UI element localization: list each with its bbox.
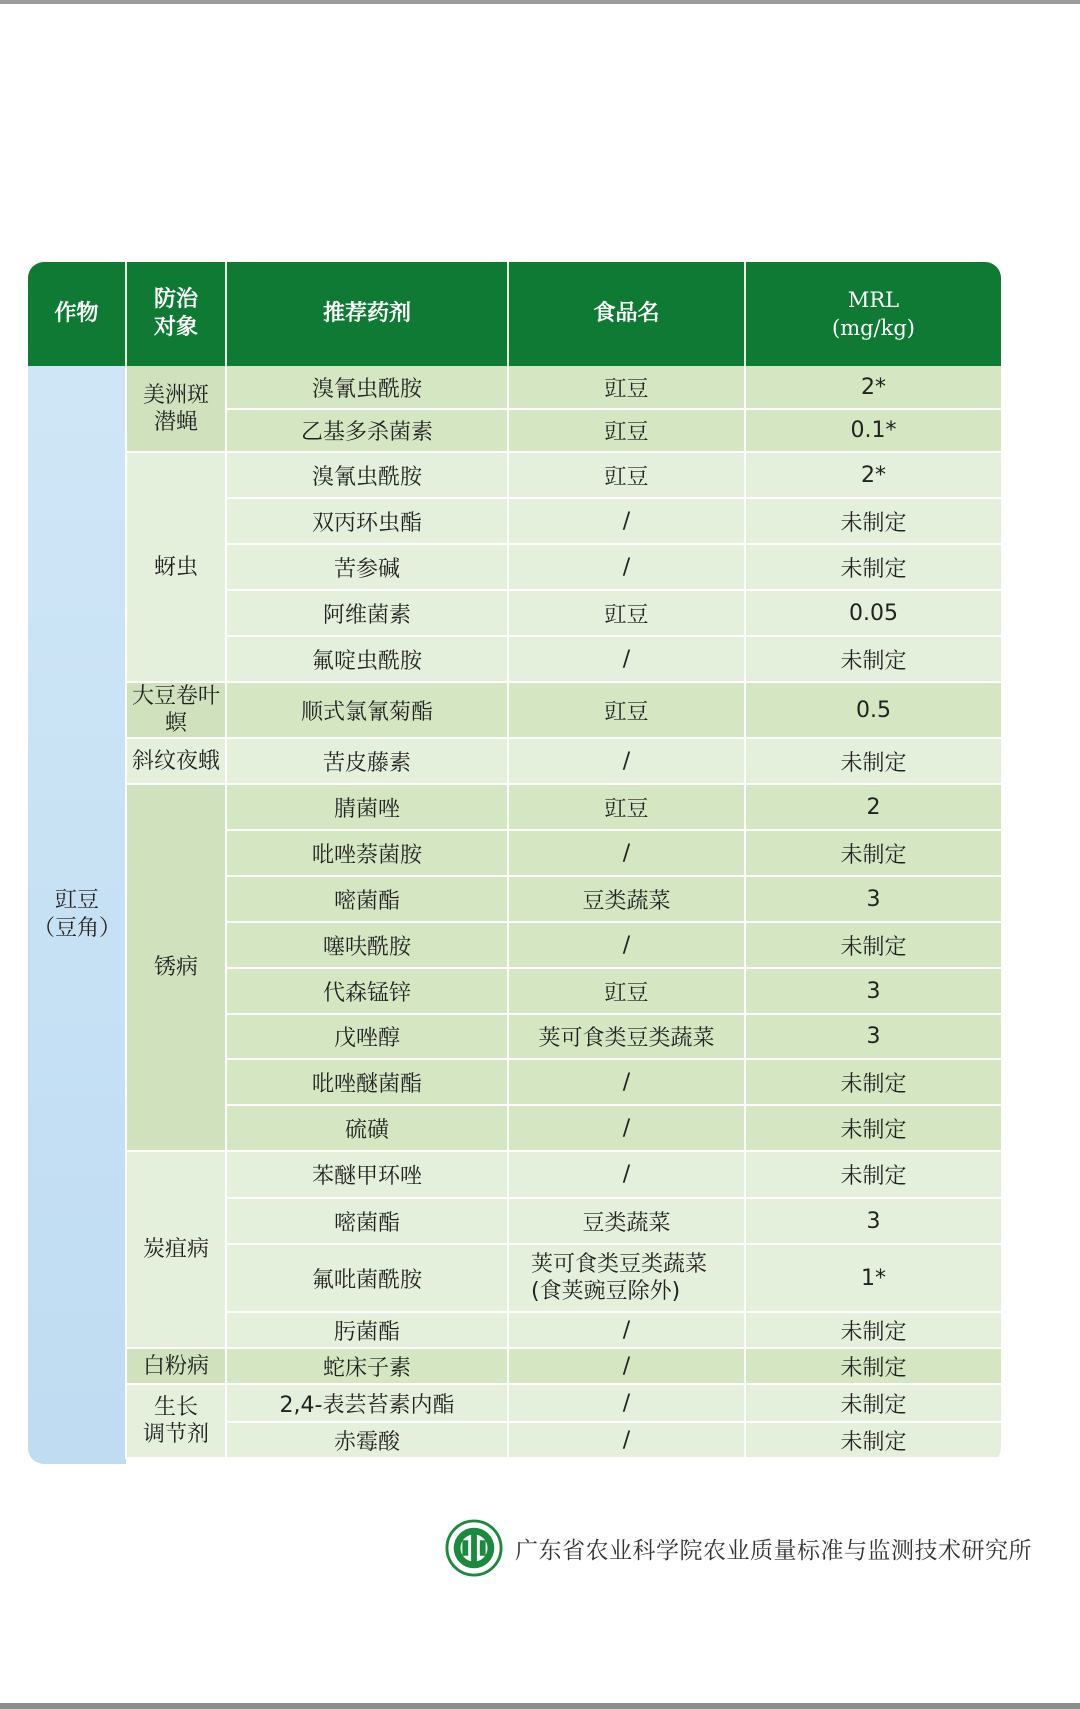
table-row [28, 682, 1001, 738]
mrl-cell: 3 [745, 876, 1001, 922]
food-cell: / [508, 1422, 745, 1458]
target-cell: 生长 调节剂 [126, 1384, 226, 1458]
table-row [28, 738, 1001, 784]
agent-cell: 2,4-表芸苔素内酯 [226, 1384, 508, 1422]
institute-name: 广东省农业科学院农业质量标准与监测技术研究所 [515, 1537, 1032, 1564]
agent-cell: 嘧菌酯 [226, 876, 508, 922]
mrl-cell: 未制定 [745, 544, 1001, 590]
mrl-cell: 未制定 [745, 1348, 1001, 1384]
table-row [28, 366, 1001, 409]
food-cell: / [508, 1348, 745, 1384]
food-cell: / [508, 544, 745, 590]
target-cell: 斜纹夜蛾 [126, 738, 226, 784]
header-mrl: MRL (mg/kg) [745, 262, 1001, 366]
mrl-cell: 未制定 [745, 1105, 1001, 1151]
mrl-cell: 未制定 [745, 1312, 1001, 1348]
food-cell: / [508, 1105, 745, 1151]
agent-cell: 苦参碱 [226, 544, 508, 590]
crop-name: 豇豆 （豆角） [32, 888, 121, 941]
agent-cell: 噻呋酰胺 [226, 922, 508, 968]
mrl-cell: 未制定 [745, 1384, 1001, 1422]
table-row [28, 452, 1001, 498]
target-cell: 蚜虫 [126, 452, 226, 682]
mrl-cell: 未制定 [745, 738, 1001, 784]
agent-cell: 赤霉酸 [226, 1422, 508, 1458]
pesticide-table-container [28, 262, 1001, 1464]
mrl-cell: 2 [745, 784, 1001, 830]
agent-cell: 双丙环虫酯 [226, 498, 508, 544]
agent-cell: 阿维菌素 [226, 590, 508, 636]
header-food: 食品名 [508, 262, 745, 366]
table-row [28, 1348, 1001, 1384]
header-target: 防治 对象 [126, 262, 226, 366]
mrl-cell: 未制定 [745, 922, 1001, 968]
agent-cell: 氟吡菌酰胺 [226, 1244, 508, 1312]
agent-cell: 顺式氯氰菊酯 [226, 682, 508, 738]
mrl-cell: 未制定 [745, 1422, 1001, 1458]
agent-cell: 戊唑醇 [226, 1014, 508, 1059]
food-cell: / [508, 1384, 745, 1422]
food-cell: 荚可食类豆类蔬菜 [508, 1014, 745, 1059]
target-cell: 大豆卷叶螟 [126, 682, 226, 738]
agent-cell: 蛇床子素 [226, 1348, 508, 1384]
mrl-cell: 2* [745, 452, 1001, 498]
target-cell: 白粉病 [126, 1348, 226, 1384]
mrl-cell: 0.5 [745, 682, 1001, 738]
agent-cell: 苯醚甲环唑 [226, 1151, 508, 1198]
table-header-row [28, 262, 1001, 366]
mrl-cell: 未制定 [745, 636, 1001, 682]
food-cell: / [508, 738, 745, 784]
agent-cell: 吡唑萘菌胺 [226, 830, 508, 876]
header-agent: 推荐药剂 [226, 262, 508, 366]
mrl-cell: 未制定 [745, 498, 1001, 544]
mrl-cell: 3 [745, 1198, 1001, 1244]
food-cell: 豇豆 [508, 682, 745, 738]
agent-cell: 腈菌唑 [226, 784, 508, 830]
agent-cell: 乙基多杀菌素 [226, 409, 508, 452]
agent-cell: 代森锰锌 [226, 968, 508, 1014]
agent-cell: 溴氰虫酰胺 [226, 452, 508, 498]
mrl-cell: 未制定 [745, 1059, 1001, 1105]
mrl-cell: 3 [745, 1014, 1001, 1059]
food-cell: / [508, 636, 745, 682]
food-cell: / [508, 1312, 745, 1348]
agent-cell: 硫磺 [226, 1105, 508, 1151]
agent-cell: 溴氰虫酰胺 [226, 366, 508, 409]
agent-cell: 肟菌酯 [226, 1312, 508, 1348]
footer [445, 1518, 1032, 1578]
food-cell: 豇豆 [508, 590, 745, 636]
food-cell: / [508, 1151, 745, 1198]
food-cell: / [508, 1059, 745, 1105]
table-row [28, 1384, 1001, 1422]
food-cell: 豇豆 [508, 784, 745, 830]
mrl-cell: 2* [745, 366, 1001, 409]
agent-cell: 嘧菌酯 [226, 1198, 508, 1244]
table-row [28, 784, 1001, 830]
mrl-cell: 3 [745, 968, 1001, 1014]
pesticide-table [28, 262, 1001, 1459]
food-cell: 豇豆 [508, 409, 745, 452]
target-cell: 锈病 [126, 784, 226, 1151]
food-cell: 豇豆 [508, 968, 745, 1014]
target-cell: 美洲斑 潜蝇 [126, 366, 226, 452]
agent-cell: 氟啶虫酰胺 [226, 636, 508, 682]
food-cell: 荚可食类豆类蔬菜(食荚豌豆除外) [508, 1244, 745, 1312]
food-cell: / [508, 830, 745, 876]
crop-cell [28, 366, 126, 1458]
header-crop: 作物 [28, 262, 126, 366]
table-row [28, 1151, 1001, 1198]
mrl-cell: 未制定 [745, 830, 1001, 876]
institute-seal-logo-icon [445, 1519, 503, 1577]
mrl-cell: 0.1* [745, 409, 1001, 452]
mrl-cell: 未制定 [745, 1151, 1001, 1198]
top-border-line [0, 0, 1080, 4]
mrl-cell: 1* [745, 1244, 1001, 1312]
food-cell: / [508, 922, 745, 968]
mrl-cell: 0.05 [745, 590, 1001, 636]
target-cell: 炭疽病 [126, 1151, 226, 1348]
food-cell: 豆类蔬菜 [508, 876, 745, 922]
bottom-border-line [0, 1703, 1080, 1709]
food-cell: 豇豆 [508, 452, 745, 498]
agent-cell: 吡唑醚菌酯 [226, 1059, 508, 1105]
food-cell: / [508, 498, 745, 544]
food-cell: 豇豆 [508, 366, 745, 409]
food-cell: 豆类蔬菜 [508, 1198, 745, 1244]
agent-cell: 苦皮藤素 [226, 738, 508, 784]
